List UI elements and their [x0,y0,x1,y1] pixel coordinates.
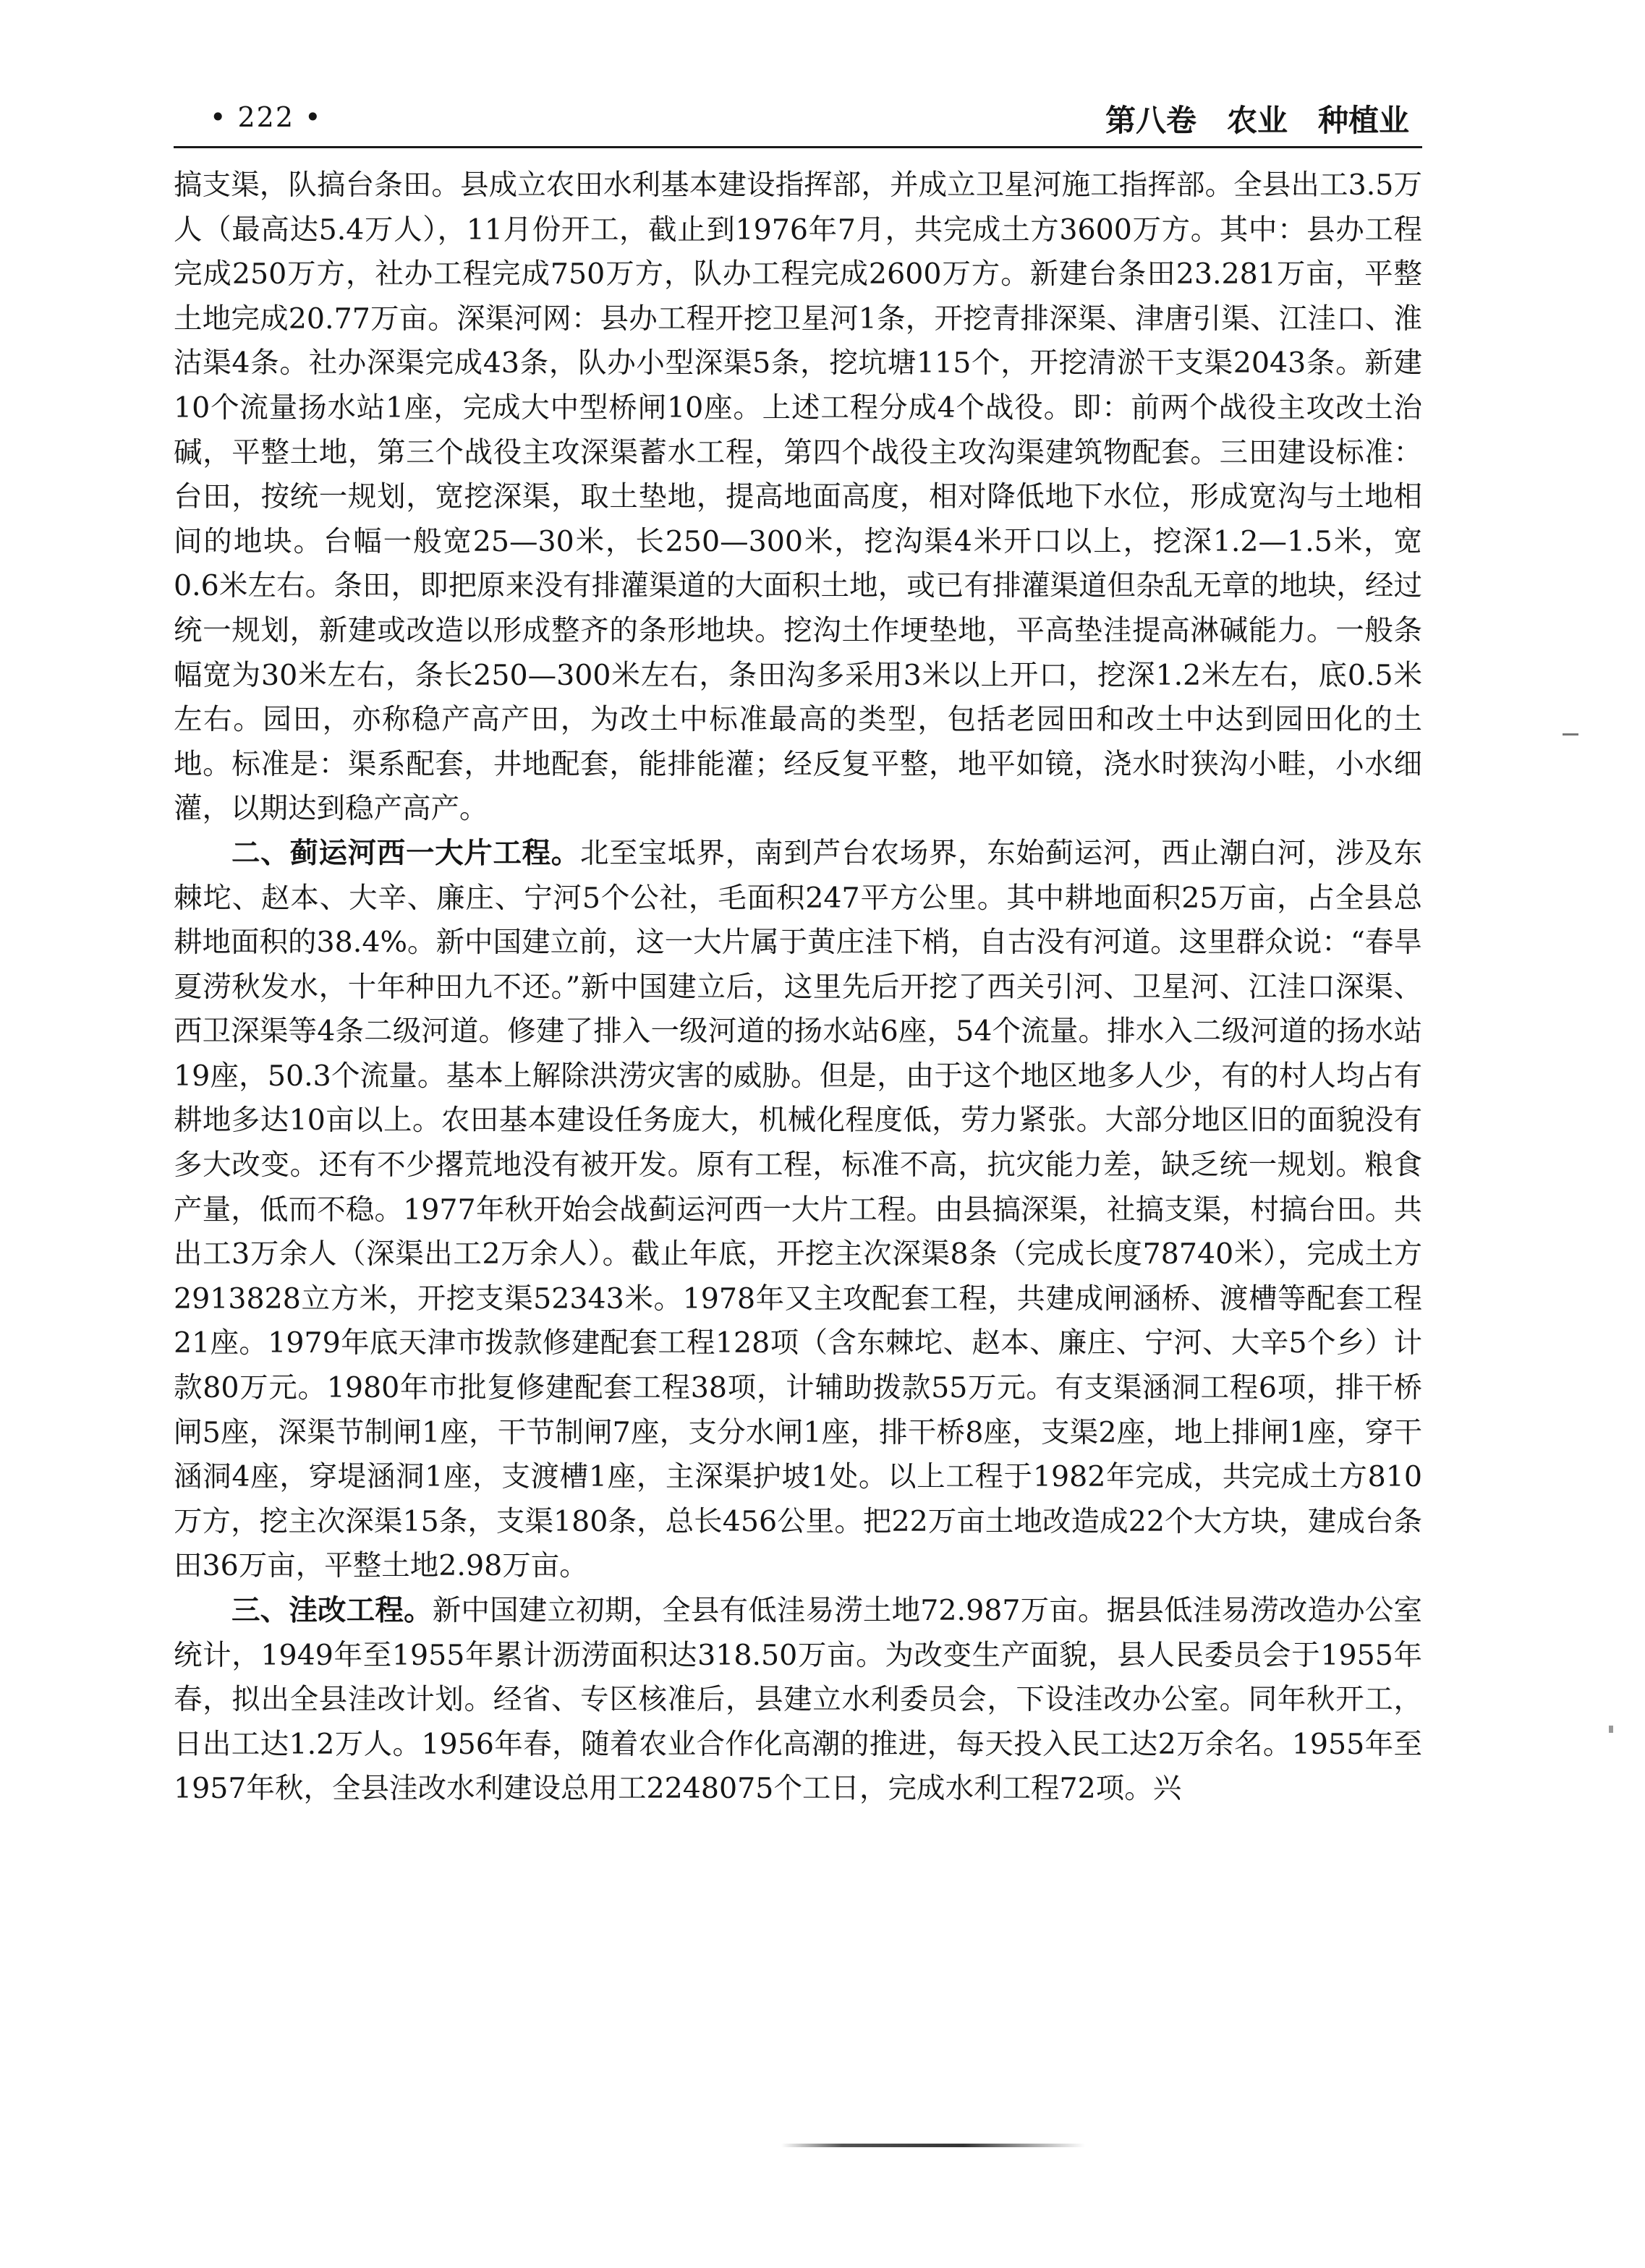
paragraph-text: 新中国建立初期，全县有低洼易涝土地72.987万亩。据县低洼易涝改造办公室统计，1949年至1955年累计沥涝面积达318.50万亩。为改变生产面貌，县人民委员会于1955年春，拟出全县洼改计划。经省、专区核准后，县建立水利委员会，下设洼改办公室。同年秋开工，日出工达1.2万人。1956年春，随着农业合作化高潮的推进，每天投入民工达2万余名。1955年至1957年秋，全县洼改水利建设总用工2248075个工日，完成水利工程72项。兴 [174,1594,1422,1806]
section-title: 二、蓟运河西一大片工程。 [231,836,580,870]
page-header [169,93,1416,146]
paragraph-text: 北至宝坻界，南到芦台农场界，东始蓟运河，西止潮白河，涉及东棘坨、赵本、大辛、廉庄、宁河5个公社，毛面积247平方公里。其中耕地面积25万亩，占全县总耕地面积的38.4%。新中国建立前，这一大片属于黄庄洼下梢，自古没有河道。这里群众说：“春旱夏涝秋发水，十年种田九不还。”新中国建立后，这里先后开挖了西关引河、卫星河、江洼口深渠、西卫深渠等4条二级河道。修建了排入一级河道的扬水站6座，54个流量。排水入二级河道的扬水站19座，50.3个流量。基本上解除洪涝灾害的威胁。但是，由于这个地区地多人少，有的村人均占有耕地多达10亩以上。农田基本建设任务庞大，机械化程度低，劳力紧张。大部分地区旧的面貌没有多大改变。还有不少撂荒地没有被开发。原有工程，标准不高，抗灾能力差，缺乏统一规划。粮食产量，低而不稳。1977年秋开始会战蓟运河西一大片工程。由县搞深渠，社搞支渠，村搞台田。共出工3万余人（深渠出工2万余人）。截止年底，开挖主次深渠8条（完成长度78740米），完成土方2913828立方米，开挖支渠52343米。1978年又主攻配套工程，共建成闸涵桥、渡槽等配套工程21座。1979年底天津市拨款修建配套工程128项（含东棘坨、赵本、廉庄、宁河、大辛5个乡）计款80万元。1980年市批复修建配套工程38项，计辅助拨款55万元。有支渠涵洞工程6项，排干桥闸5座，深渠节制闸1座，干节制闸7座，支分水闸1座，排干桥8座，支渠2座，地上排闸1座，穿干涵洞4座，穿堤涵洞1座，支渡槽1座，主深渠护坡1处。以上工程于1982年完成，共完成土方810万方，挖主次深渠15条，支渠180条，总长456公里。把22万亩土地改造成22个大方块，建成台条田36万亩，平整土地2.98万亩。 [174,836,1423,1583]
body-text [174,163,1422,1812]
paragraph-1 [174,163,1422,832]
section-title: 三、洼改工程。 [231,1594,433,1627]
scan-mark [1563,733,1578,736]
page-number: • 222 • [210,101,323,133]
scan-smudge [781,2144,1085,2147]
scan-mark [1609,1726,1613,1733]
header-rule [174,146,1422,148]
paragraph-2 [174,832,1422,1589]
running-title: 第八卷 农业 种植业 [1105,103,1409,138]
paragraph-3 [174,1589,1422,1812]
paragraph-text: 搞支渠，队搞台条田。县成立农田水利基本建设指挥部，并成立卫星河施工指挥部。全县出工3.5万人（最高达5.4万人），11月份开工，截止到1976年7月，共完成土方3600万方。其中：县办工程完成250万方，社办工程完成750万方，队办工程完成2600万方。新建台条田23.281万亩，平整土地完成20.77万亩。深渠河网：县办工程开挖卫星河1条，开挖青排深渠、津唐引渠、江洼口、淮沽渠4条。社办深渠完成43条，队办小型深渠5条，挖坑塘115个，开挖清淤干支渠2043条。新建10个流量扬水站1座，完成大中型桥闸10座。上述工程分成4个战役。即：前两个战役主攻改土治碱，平整土地，第三个战役主攻深渠蓄水工程，第四个战役主攻沟渠建筑物配套。三田建设标准：台田，按统一规划，宽挖深渠，取土垫地，提高地面高度，相对降低地下水位，形成宽沟与土地相间的地块。台幅一般宽25—30米，长250—300米，挖沟渠4米开口以上，挖深1.2—1.5米，宽0.6米左右。条田，即把原来没有排灌渠道的大面积土地，或已有排灌渠道但杂乱无章的地块，经过统一规划，新建或改造以形成整齐的条形地块。挖沟土作埂垫地，平高垫洼提高淋碱能力。一般条幅宽为30米左右，条长250—300米左右，条田沟多采用3米以上开口，挖深1.2米左右，底0.5米左右。园田，亦称稳产高产田，为改土中标准最高的类型，包括老园田和改土中达到园田化的土地。标准是：渠系配套，井地配套，能排能灌；经反复平整，地平如镜，浇水时狭沟小畦，小水细灌，以期达到稳产高产。 [174,169,1422,826]
